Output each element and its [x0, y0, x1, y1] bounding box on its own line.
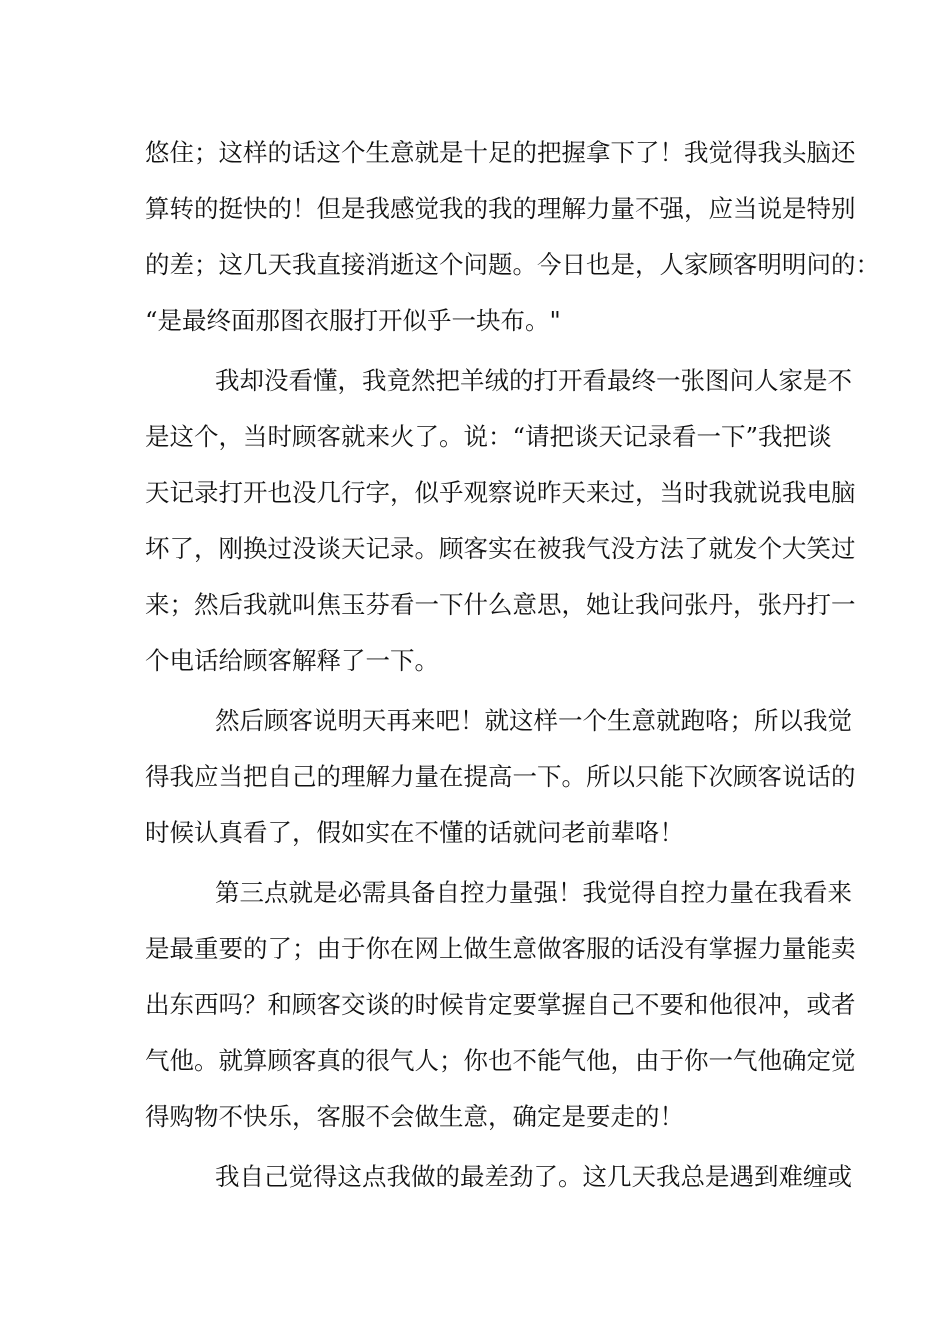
text-line: 是最重要的了；由于你在网上做生意做客服的话没有掌握力量能卖: [145, 934, 856, 963]
text-line: 得我应当把自己的理解力量在提高一下。所以只能下次顾客说话的: [145, 762, 856, 791]
text-line: 出东西吗？和顾客交谈的时候肯定要掌握自己不要和他很冲，或者: [145, 990, 856, 1019]
text-line: 算转的挺快的！但是我感觉我的我的理解力量不强，应当说是特别: [145, 194, 856, 223]
text-line: 第三点就是必需具备自控力量强！我觉得自控力量在我看来: [215, 878, 852, 907]
text-line: 然后顾客说明天再来吧！就这样一个生意就跑咯；所以我觉: [215, 706, 852, 735]
text-line: “是最终面那图衣服打开似乎一块布。": [145, 306, 561, 335]
text-line: 个电话给顾客解释了一下。: [145, 646, 439, 675]
text-line: 我却没看懂，我竟然把羊绒的打开看最终一张图问人家是不: [215, 366, 852, 395]
text-line: 来；然后我就叫焦玉芬看一下什么意思，她让我问张丹，张丹打一: [145, 590, 856, 619]
text-line: 我自己觉得这点我做的最差劲了。这几天我总是遇到难缠或: [215, 1162, 852, 1191]
text-line: 天记录打开也没几行字，似乎观察说昨天来过，当时我就说我电脑: [145, 478, 856, 507]
text-line: 悠住；这样的话这个生意就是十足的把握拿下了！我觉得我头脑还: [145, 138, 856, 167]
text-line: 的差；这几天我直接消逝这个问题。今日也是，人家顾客明明问的：: [145, 250, 880, 279]
text-line: 时候认真看了，假如实在不懂的话就问老前辈咯！: [145, 818, 684, 847]
text-line: 坏了，刚换过没谈天记录。顾客实在被我气没方法了就发个大笑过: [145, 534, 856, 563]
text-line: 气他。就算顾客真的很气人；你也不能气他，由于你一气他确定觉: [145, 1046, 856, 1075]
text-line: 是这个，当时顾客就来火了。说：“请把谈天记录看一下”我把谈: [145, 422, 832, 451]
text-line: 得购物不快乐，客服不会做生意，确定是要走的！: [145, 1102, 684, 1131]
